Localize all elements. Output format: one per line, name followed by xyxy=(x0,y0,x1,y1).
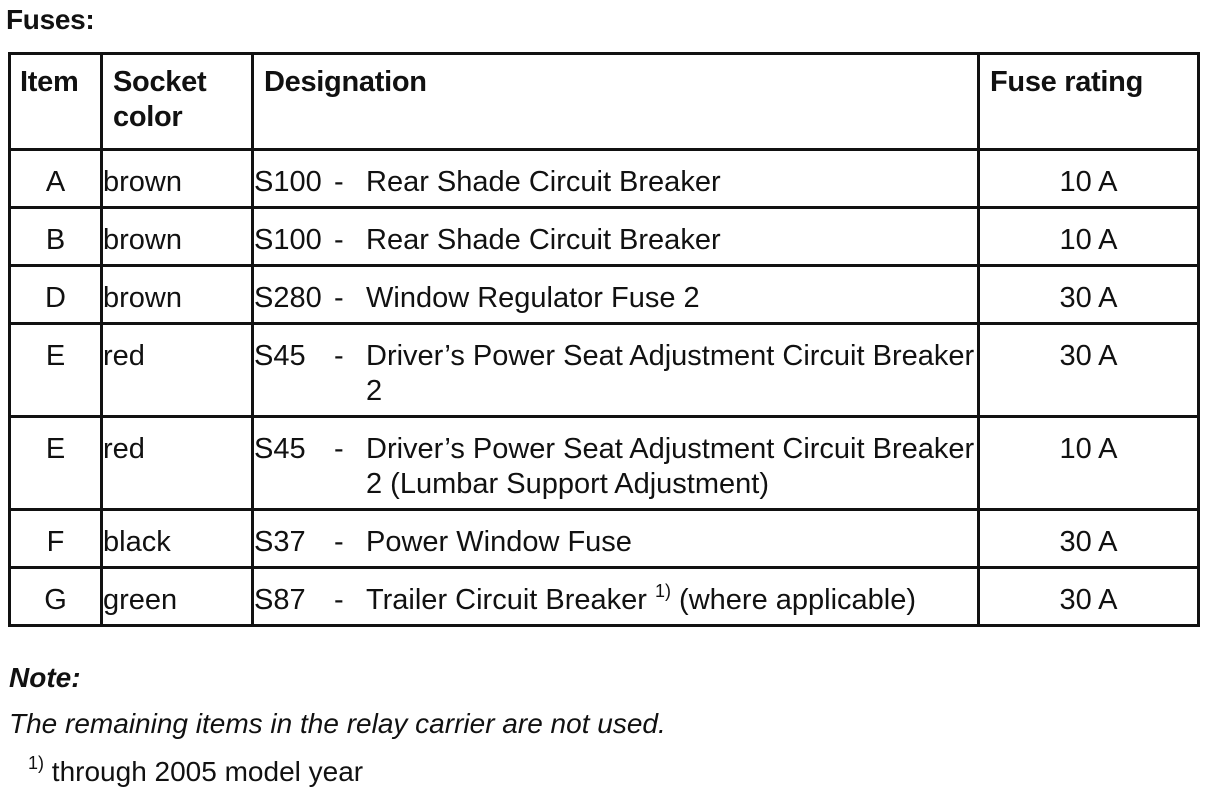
cell-fuse-rating: 30 A xyxy=(979,568,1199,626)
cell-designation xyxy=(253,324,979,417)
cell-fuse-rating: 10 A xyxy=(979,417,1199,510)
designation-code: S45 xyxy=(254,433,306,465)
cell-designation xyxy=(253,150,979,208)
table-row xyxy=(10,417,1199,510)
cell-item: D xyxy=(10,266,102,324)
designation-description: Power Window Fuse xyxy=(366,526,632,558)
designation-separator: - xyxy=(334,526,344,558)
cell-fuse-rating: 30 A xyxy=(979,510,1199,568)
designation-code: S100 xyxy=(254,166,322,198)
cell-item: E xyxy=(10,324,102,417)
cell-fuse-rating: 30 A xyxy=(979,324,1199,417)
designation-separator: - xyxy=(334,166,344,198)
table-row xyxy=(10,510,1199,568)
cell-item: E xyxy=(10,417,102,510)
header-designation: Designation xyxy=(253,54,979,150)
footnote xyxy=(28,753,364,788)
cell-designation xyxy=(253,208,979,266)
designation-description: Rear Shade Circuit Breaker xyxy=(366,166,721,198)
cell-socket-color: brown xyxy=(102,266,253,324)
designation-description: Window Regulator Fuse 2 xyxy=(366,282,700,314)
table-row xyxy=(10,568,1199,626)
cell-designation xyxy=(253,568,979,626)
table-row xyxy=(10,324,1199,417)
note-text: The remaining items in the relay carrier are not used. xyxy=(9,708,666,739)
designation-separator: - xyxy=(334,224,344,256)
footnote-marker: 1) xyxy=(28,753,45,773)
designation-description: Driver’s Power Seat Adjustment Circuit Breaker 2 xyxy=(366,340,975,407)
cell-designation xyxy=(253,266,979,324)
table-row xyxy=(10,208,1199,266)
header-socket-color-line1: Socket xyxy=(113,66,207,98)
note-title: Note: xyxy=(9,662,81,693)
designation-description-continued: (where applicable) xyxy=(671,584,917,616)
cell-socket-color: green xyxy=(102,568,253,626)
designation-description xyxy=(366,583,977,618)
cell-socket-color: red xyxy=(102,417,253,510)
cell-fuse-rating: 10 A xyxy=(979,208,1199,266)
header-socket-color xyxy=(102,54,253,150)
cell-item: F xyxy=(10,510,102,568)
table-row xyxy=(10,150,1199,208)
fuses-table xyxy=(8,52,1200,627)
cell-designation xyxy=(253,510,979,568)
designation-description-text: Trailer Circuit Breaker xyxy=(366,584,655,616)
table-row xyxy=(10,266,1199,324)
designation-code: S100 xyxy=(254,224,322,256)
designation-description: Driver’s Power Seat Adjustment Circuit Breaker 2 (Lumbar Support Adjustment) xyxy=(366,433,975,500)
cell-item: A xyxy=(10,150,102,208)
header-item: Item xyxy=(10,54,102,150)
cell-socket-color: brown xyxy=(102,208,253,266)
cell-item: G xyxy=(10,568,102,626)
footnote-text: through 2005 model year xyxy=(44,756,364,787)
cell-socket-color: red xyxy=(102,324,253,417)
designation-code: S280 xyxy=(254,282,322,314)
designation-description: Rear Shade Circuit Breaker xyxy=(366,224,721,256)
designation-separator: - xyxy=(334,282,344,314)
cell-socket-color: brown xyxy=(102,150,253,208)
designation-separator: - xyxy=(334,584,344,616)
footnote-marker: 1) xyxy=(654,581,671,601)
header-fuse-rating: Fuse rating xyxy=(979,54,1199,150)
cell-socket-color: black xyxy=(102,510,253,568)
designation-code: S87 xyxy=(254,584,306,616)
designation-separator: - xyxy=(334,340,344,372)
table-header-row xyxy=(10,54,1199,150)
cell-fuse-rating: 10 A xyxy=(979,150,1199,208)
designation-code: S45 xyxy=(254,340,306,372)
designation-code: S37 xyxy=(254,526,306,558)
cell-fuse-rating: 30 A xyxy=(979,266,1199,324)
cell-designation xyxy=(253,417,979,510)
header-socket-color-line2: color xyxy=(113,101,183,133)
section-heading: Fuses: xyxy=(6,4,95,35)
cell-item: B xyxy=(10,208,102,266)
designation-separator: - xyxy=(334,433,344,465)
